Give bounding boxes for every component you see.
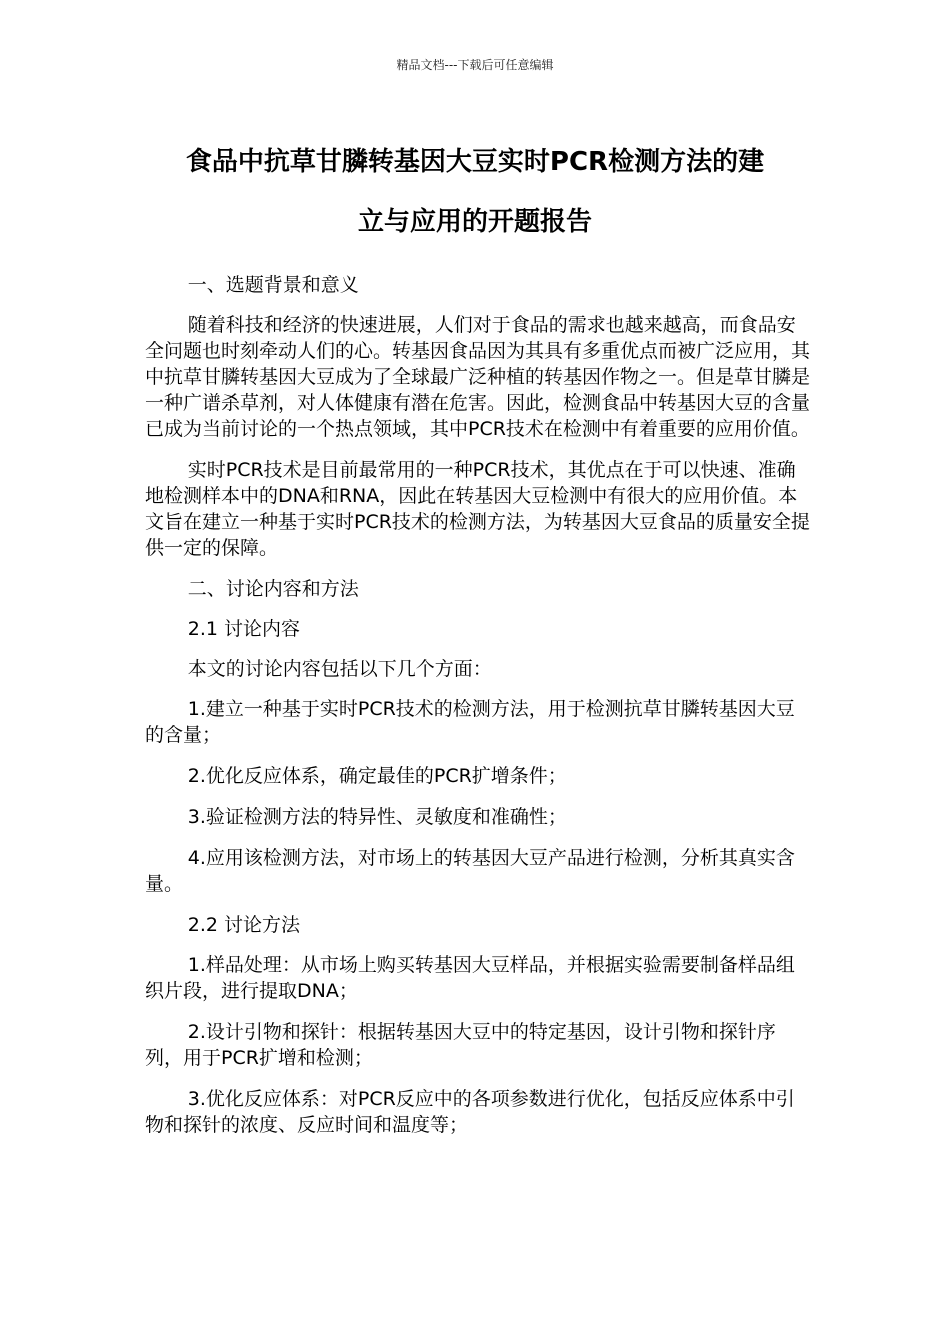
paragraph-realtime-pcr: 实时PCR技术是目前最常用的一种PCR技术，其优点在于可以快速、准确地检测样本中的DNA和RNA，因此在转基因大豆检测中有很大的应用价值。本文旨在建立一种基于实时PCR技术的检测方法，为转基因大豆食品的质量安全提供一定的保障。 [145,459,810,559]
list-item: 1.样品处理：从市场上购买转基因大豆样品，并根据实验需要制备样品组织片段，进行提取DNA； [145,954,795,1002]
header-note: 精品文档---下载后可任意编辑 [396,58,554,72]
research-content-intro: 本文的讨论内容包括以下几个方面： [187,658,492,680]
list-item: 2.设计引物和探针：根据转基因大豆中的特定基因，设计引物和探针序列，用于PCR扩增和检测； [145,1021,776,1069]
paragraph-background: 随着科技和经济的快速进展，人们对于食品的需求也越来越高，而食品安全问题也时刻牵动人们的心。转基因食品因为其具有多重优点而被广泛应用，其中抗草甘膦转基因大豆成为了全球最广泛种植的转基因作物之一。但是草甘膦是一种广谱杀草剂，对人体健康有潜在危害。因此，检测食品中转基因大豆的含量已成为当前讨论的一个热点领域，其中PCR技术在检测中有着重要的应用价值。 [145,314,811,440]
title-line-2: 立与应用的开题报告 [357,207,592,237]
subsection-heading-2-1: 2.1 讨论内容 [187,618,301,640]
title-line-1: 食品中抗草甘膦转基因大豆实时PCR检测方法的建 [185,147,765,177]
list-item: 2.优化反应体系，确定最佳的PCR扩增条件； [187,765,567,787]
subsection-heading-2-2: 2.2 讨论方法 [187,914,301,936]
document-title [140,132,810,252]
list-item: 3.优化反应体系：对PCR反应中的各项参数进行优化，包括反应体系中引物和探针的浓度、反应时间和温度等； [145,1088,795,1136]
list-item: 3.验证检测方法的特异性、灵敏度和准确性； [187,806,567,828]
section-heading-1: 一、选题背景和意义 [187,274,359,296]
section-heading-2: 二、讨论内容和方法 [187,578,359,600]
list-item: 1.建立一种基于实时PCR技术的检测方法，用于检测抗草甘膦转基因大豆的含量； [145,698,795,746]
document-body [145,272,810,1153]
list-item: 4.应用该检测方法，对市场上的转基因大豆产品进行检测，分析其真实含量。 [145,847,795,895]
